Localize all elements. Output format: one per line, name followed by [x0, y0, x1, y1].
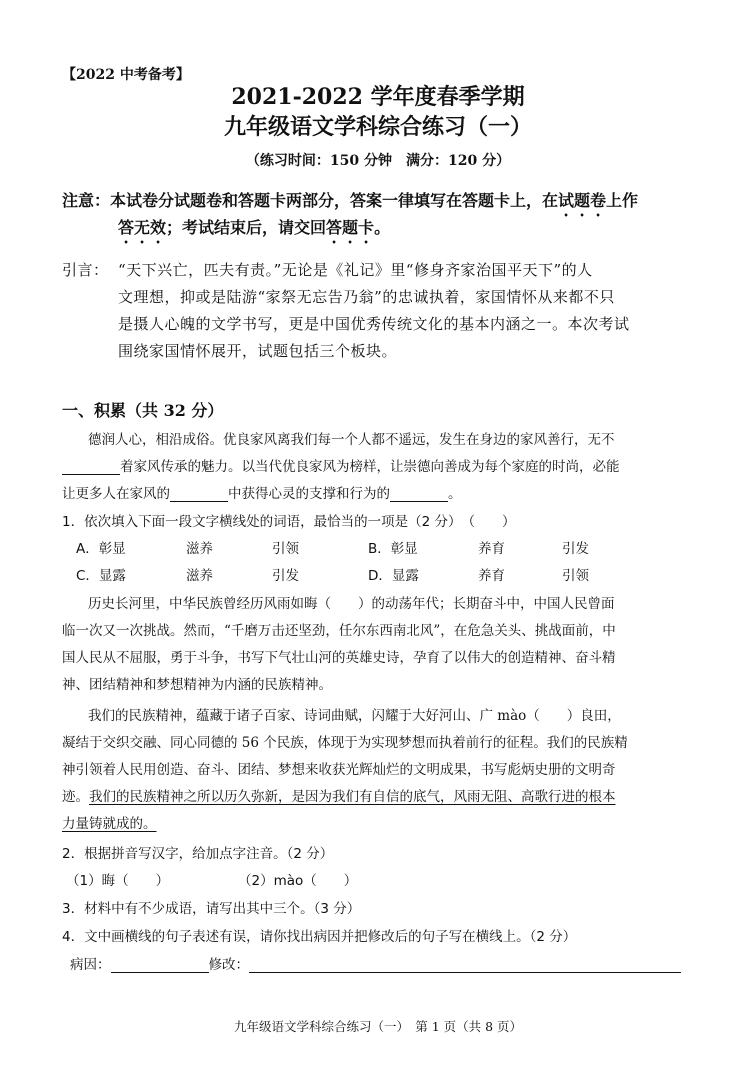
page-title: 2021-2022 学年度春季学期: [231, 84, 525, 110]
option-c-word: 引发: [272, 568, 299, 584]
fill-blank[interactable]: [390, 487, 448, 502]
question-1-stem: 1．依次填入下面一段文字横线处的词语，最恰当的一项是（2 分） （ ）: [62, 514, 516, 530]
time-info: （练习时间：150 分钟 满分：120 分）: [245, 153, 511, 169]
question-3-stem: 3．材料中有不少成语，请写出其中三个。（3 分）: [62, 901, 361, 917]
question-2-item-1[interactable]: （1）晦（ ）: [66, 873, 170, 889]
page-subtitle: 九年级语文学科综合练习（一）: [223, 114, 532, 140]
para3-line: 迹。我们的民族精神之所以历久弥新，是因为我们有自信的底气，风雨无阻、高歌行进的根本: [62, 789, 616, 805]
para1-line: 着家风传承的魅力。以当代优良家风为榜样，让崇德向善成为每个家庭的时尚，必能: [62, 455, 620, 475]
para3-line: [62, 812, 157, 832]
option-a-word: 引领: [272, 541, 299, 557]
para1-line: 德润人心，相沿成俗。优良家风离我们每一个人都不遥远，发生在身边的家风善行，无不: [88, 432, 615, 448]
para2-line: 国人民从不屈服，勇于斗争，书写下气壮山河的英雄史诗，孕育了以伟大的创造精神、奋斗精: [62, 650, 616, 666]
cause-blank[interactable]: [111, 958, 209, 973]
para2-line: 临一次又一次挑战。然而，“千磨万击还坚劲，任尔东西南北风”，在危急关头、挑战面前，中: [62, 623, 616, 639]
option-b[interactable]: B．彰显: [368, 541, 418, 557]
option-b-word: 引发: [562, 541, 589, 557]
question-4-stem: 4．文中画横线的句子表述有误，请你找出病因并把修改后的句子写在横线上。（2 分）: [62, 929, 577, 945]
intro-line: “天下兴亡，匹夫有责。”无论是《礼记》里“修身齐家治国平天下”的人: [118, 261, 593, 279]
para2-line: 神、团结精神和梦想精神为内涵的民族精神。: [62, 677, 332, 693]
option-d-word: 引领: [562, 568, 589, 584]
intro-line: 是摄人心魄的文学书写，更是中国优秀传统文化的基本内涵之一。本次考试: [118, 315, 630, 333]
intro-line: 文理想，抑或是陆游“家祭无忘告乃翁”的忠诚执着，家国情怀从来都不只: [118, 288, 615, 306]
para3-line: 我们的民族精神，蕴藏于诸子百家、诗词曲赋，闪耀于大好河山、广 mào（ ）良田，: [88, 708, 621, 724]
para3-line: 神引领着人民用创造、奋斗、团结、梦想来收获光辉灿烂的文明成果，书写彪炳史册的文明奇: [62, 762, 616, 778]
question-2-stem: 2．根据拼音写汉字，给加点字注音。（2 分）: [62, 846, 334, 862]
underlined-sentence: 力量铸就成的。: [62, 816, 157, 832]
revision-blank[interactable]: [249, 958, 681, 973]
intro-line: 围绕家国情怀展开，试题包括三个板块。: [118, 342, 398, 360]
para2-line: 历史长河里，中华民族曾经历风雨如晦（ ）的动荡年代；长期奋斗中，中国人民曾面: [88, 596, 615, 612]
question-2-item-2[interactable]: （2）mào（ ）: [238, 873, 358, 889]
option-c[interactable]: C．显露: [76, 568, 126, 584]
section-1-title: 一、积累（共 32 分）: [62, 401, 224, 420]
fill-blank[interactable]: [170, 487, 228, 502]
page-footer: 九年级语文学科综合练习（一） 第 1 页（共 8 页）: [233, 1019, 523, 1034]
notice-line-1: 注意：本试卷分试题卷和答题卡两部分，答案一律填写在答题卡上，在试题卷上作: [62, 191, 639, 210]
option-d-word: 养育: [478, 568, 505, 584]
option-d[interactable]: D．显露: [368, 568, 419, 584]
para1-line: 让更多人在家风的 中获得心灵的支撑和行为的 。: [62, 486, 462, 502]
fill-blank[interactable]: [62, 460, 120, 475]
para3-line: 凝结于交织交融、同心同德的 56 个民族，体现于为实现梦想而执着前行的征程。我们的民族精: [62, 735, 628, 751]
exam-prep-tag: 【2022 中考备考】: [62, 67, 190, 83]
notice-line-2: 答无效；考试结束后，请交回答题卡。: [118, 218, 391, 237]
question-4-answer-row: 病因： 修改：: [70, 953, 681, 973]
option-b-word: 养育: [478, 541, 505, 557]
option-c-word: 滋养: [186, 568, 213, 584]
underlined-sentence: 我们的民族精神之所以历久弥新，是因为我们有自信的底气，风雨无阻、高歌行进的根本: [89, 789, 616, 805]
intro-label: 引言：: [62, 261, 109, 279]
option-a[interactable]: A．彰显: [76, 541, 126, 557]
option-a-word: 滋养: [186, 541, 213, 557]
